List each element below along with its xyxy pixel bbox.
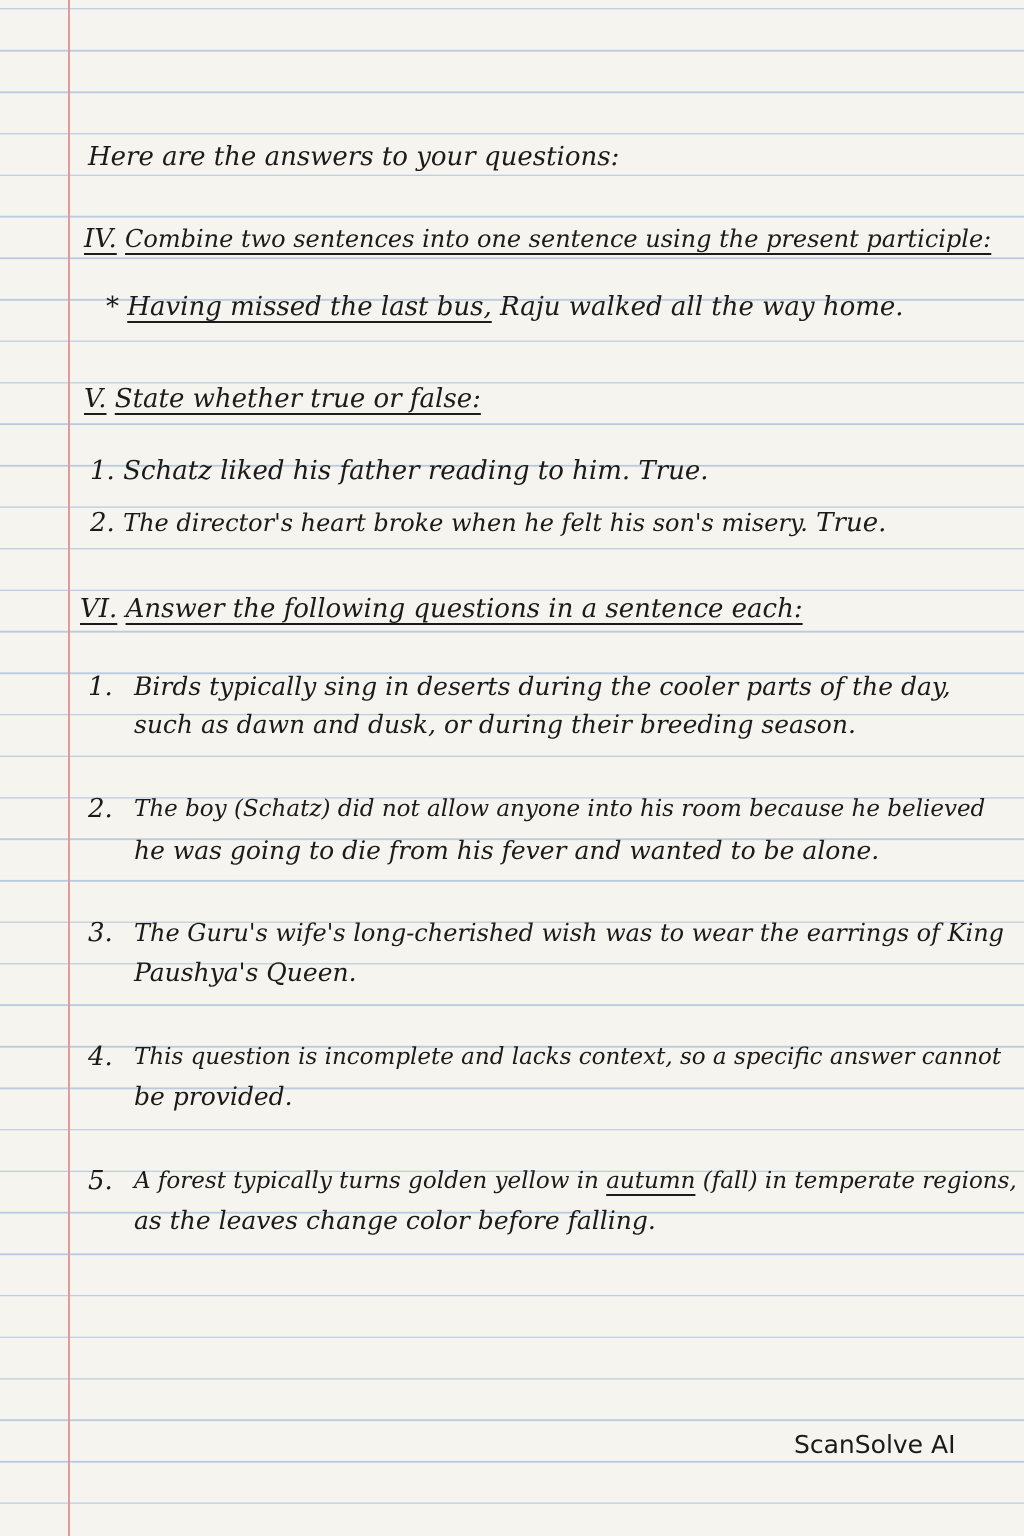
list-item-line: This question is incomplete and lacks context, so a specific answer cannot — [134, 1044, 1002, 1070]
list-item-number: 2. — [88, 794, 113, 824]
item-answer: True. — [816, 508, 887, 538]
list-item — [90, 506, 886, 540]
section-iv-numeral: IV. — [84, 224, 117, 254]
underlined-word: autumn — [606, 1168, 696, 1194]
list-item-number: 3. — [88, 918, 113, 948]
section-v-numeral: V. — [84, 384, 107, 414]
margin-line — [68, 0, 70, 1536]
section-vi-heading — [80, 592, 803, 626]
section-iv-answer — [106, 290, 904, 324]
list-item-line: such as dawn and dusk, or during their breeding season. — [134, 710, 856, 739]
list-item-line — [134, 1164, 1017, 1198]
item-text: The director's heart broke when he felt his son's misery. — [123, 509, 808, 537]
list-item-line: he was going to die from his fever and wanted to be alone. — [134, 836, 880, 865]
list-item-line: be provided. — [134, 1082, 293, 1111]
list-item-line: Birds typically sing in deserts during the cooler parts of the day, — [134, 672, 951, 701]
answer-underlined: Having missed the last bus, — [127, 292, 492, 322]
list-item-number: 4. — [88, 1042, 113, 1072]
section-vi-title: Answer the following questions in a sentence each: — [125, 594, 803, 624]
list-item-line: as the leaves change color before falling. — [134, 1206, 656, 1235]
signature: ScanSolve AI — [794, 1430, 956, 1459]
section-vi-numeral: VI. — [80, 594, 118, 624]
answer-rest: Raju walked all the way home. — [491, 292, 904, 322]
intro-text: Here are the answers to your questions: — [88, 142, 620, 172]
line-text: (fall) in temperate regions, — [695, 1168, 1017, 1194]
item-answer: True. — [638, 456, 709, 486]
line-text: A forest typically turns golden yellow in — [134, 1168, 607, 1194]
list-item-number: 5. — [88, 1166, 113, 1196]
bullet: * — [106, 292, 119, 322]
item-text: Schatz liked his father reading to him. — [123, 456, 631, 486]
section-iv-title: Combine two sentences into one sentence using the present participle: — [125, 225, 992, 253]
section-v-title: State whether true or false: — [114, 384, 481, 414]
list-item-line: The boy (Schatz) did not allow anyone into his room because he believed — [134, 796, 986, 822]
item-number: 1. — [90, 456, 115, 486]
section-iv-heading — [84, 222, 991, 256]
section-v-heading — [84, 382, 481, 416]
list-item — [90, 454, 709, 488]
list-item-line: The Guru's wife's long-cherished wish was to wear the earrings of King — [134, 919, 1005, 947]
list-item-line: Paushya's Queen. — [134, 958, 357, 987]
list-item-number: 1. — [88, 672, 113, 702]
item-number: 2. — [90, 508, 115, 538]
